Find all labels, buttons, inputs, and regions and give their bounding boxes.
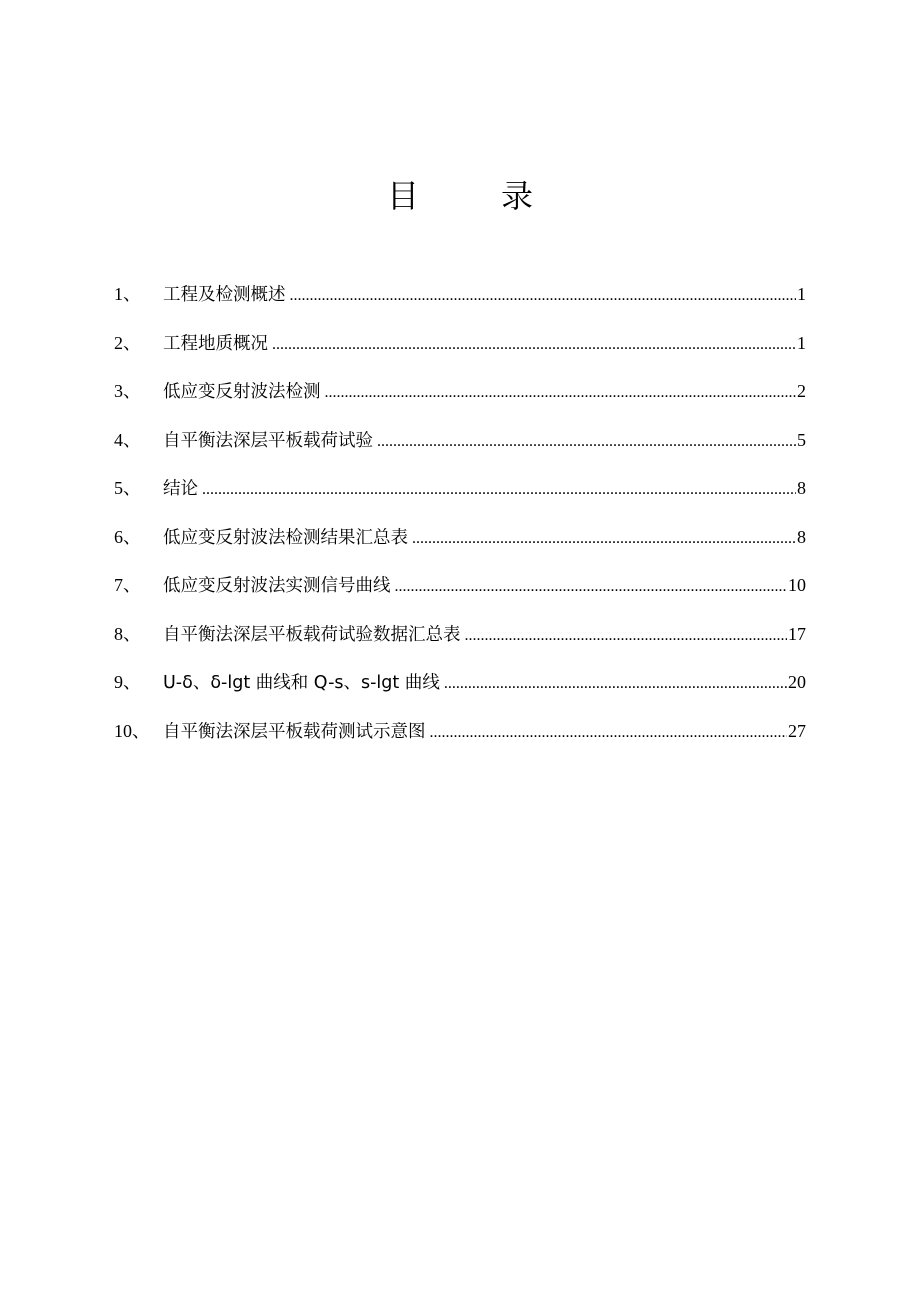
toc-dot-leader [377, 426, 796, 458]
toc-entry-page: 5 [797, 429, 806, 450]
toc-dot-leader [202, 474, 796, 506]
toc-entry-page: 1 [797, 332, 806, 353]
toc-entry-page: 8 [797, 526, 806, 547]
toc-entry-page: 8 [797, 478, 806, 498]
toc-entry-number: 4、 [114, 429, 141, 450]
toc-entry-page: 20 [788, 672, 806, 692]
toc-entry-4[interactable] [114, 424, 806, 473]
toc-dot-leader [465, 620, 788, 652]
toc-entry-page: 10 [788, 575, 806, 595]
toc-list [114, 278, 806, 763]
toc-entry-number: 5、 [114, 478, 141, 498]
toc-entry-title: 低应变反射波法检测 [163, 382, 321, 402]
toc-entry-number: 2、 [114, 332, 141, 353]
toc-entry-5[interactable] [114, 472, 806, 521]
toc-title-char-2: 录 [500, 177, 533, 215]
toc-entry-title: 自平衡法深层平板载荷测试示意图 [163, 721, 426, 742]
toc-title [0, 172, 920, 220]
toc-entry-1[interactable] [114, 278, 806, 327]
toc-entry-page: 27 [788, 720, 806, 741]
toc-entry-page: 17 [788, 623, 806, 644]
toc-entry-6[interactable] [114, 521, 806, 570]
toc-entry-2[interactable] [114, 327, 806, 376]
toc-entry-number: 9、 [114, 672, 141, 692]
toc-entry-number: 1、 [114, 284, 141, 304]
toc-entry-title: U-δ、δ-lgt 曲线和 Q-s、s-lgt 曲线 [163, 673, 440, 693]
toc-entry-9[interactable] [114, 666, 806, 715]
toc-entry-10[interactable] [114, 715, 806, 764]
toc-dot-leader [325, 377, 797, 409]
toc-entry-number: 7、 [114, 575, 141, 595]
toc-entry-title: 自平衡法深层平板载荷试验数据汇总表 [163, 624, 461, 645]
toc-dot-leader [444, 668, 787, 700]
toc-entry-page: 2 [797, 381, 806, 401]
toc-entry-title: 低应变反射波法实测信号曲线 [163, 576, 391, 596]
toc-entry-3[interactable] [114, 375, 806, 424]
toc-entry-title: 自平衡法深层平板载荷试验 [163, 430, 373, 451]
toc-dot-leader [395, 571, 788, 603]
toc-title-char-1: 目 [386, 177, 419, 215]
toc-entry-7[interactable] [114, 569, 806, 618]
toc-dot-leader [272, 329, 796, 361]
toc-entry-title: 工程及检测概述 [163, 285, 286, 305]
toc-entry-number: 3、 [114, 381, 141, 401]
toc-entry-title: 低应变反射波法检测结果汇总表 [163, 527, 408, 548]
toc-entry-number: 8、 [114, 623, 141, 644]
toc-entry-8[interactable] [114, 618, 806, 667]
toc-dot-leader [430, 717, 788, 749]
toc-entry-number: 6、 [114, 526, 141, 547]
toc-entry-title: 结论 [163, 479, 198, 499]
toc-dot-leader [412, 523, 796, 555]
toc-entry-page: 1 [797, 284, 806, 304]
toc-entry-title: 工程地质概况 [163, 333, 268, 354]
toc-entry-number: 10、 [114, 720, 150, 741]
toc-dot-leader [290, 280, 797, 312]
